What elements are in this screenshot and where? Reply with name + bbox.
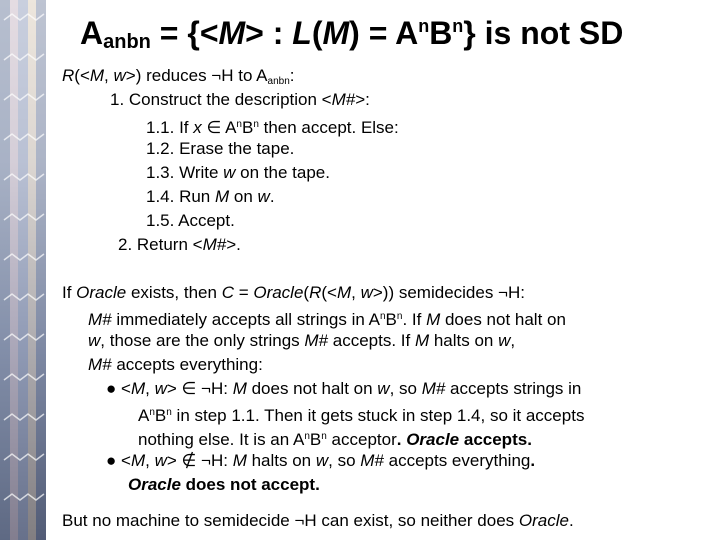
reduction-step-1-4: 1.4. Run M on w. xyxy=(146,187,275,206)
bullet-icon: ● xyxy=(106,379,117,398)
reduction-step-1-5: 1.5. Accept. xyxy=(146,211,235,230)
bullet-icon: ● xyxy=(106,451,117,470)
slide-title xyxy=(80,6,710,62)
title-text: ( xyxy=(311,15,323,51)
title-italic: M xyxy=(322,15,350,51)
bullet-2: ● <M, w> ∉ ¬H: M halts on w, so M# accepts everything. xyxy=(106,451,536,470)
bullet-1-line-2: $A^nB^n$ in step 1.1. Then it gets stuck in step 1.4, so it accepts xyxy=(138,406,585,425)
bullet-1: ● <M, w> ∈ ¬H: M does not halt on w, so M# accepts strings in xyxy=(106,379,582,398)
reduction-step-1-2: 1.2. Erase the tape. xyxy=(146,139,295,158)
title-text: B xyxy=(429,15,453,51)
decorative-sidebar xyxy=(0,0,46,540)
bullet-1-line-3: nothing else. It is an $A^nB^n$ acceptor. Oracle accepts. xyxy=(138,430,532,449)
sidebar-pattern xyxy=(0,0,46,540)
reduction-heading: R(<M, w>) reduces ¬H to $A_{anbn}$: xyxy=(62,66,295,87)
reduction-step-1-3: 1.3. Write w on the tape. xyxy=(146,163,330,182)
title-text: } is not SD xyxy=(463,15,624,51)
title-italic: M xyxy=(218,15,246,51)
oracle-line-1: If Oracle exists, then C = Oracle(R(<M, w>)) semidecides ¬H: xyxy=(62,283,525,302)
title-text: ) = A xyxy=(349,15,419,51)
title-superscript: n xyxy=(418,16,430,36)
oracle-line-4: M# accepts everything: xyxy=(88,355,263,374)
oracle-line-2: M# immediately accepts all strings in $A^nB^n$. If M does not halt on xyxy=(88,310,566,329)
conclusion: But no machine to semidecide ¬H can exist, so neither does Oracle. xyxy=(62,511,574,530)
reduction-step-2: 2. Return <M#>. xyxy=(118,235,241,254)
title-superscript: n xyxy=(452,16,464,36)
title-text: > : xyxy=(245,15,293,51)
title-text: A xyxy=(80,15,104,51)
reduction-step-1-1: 1.1. If x ∈ $A^nB^n$ then accept. Else: xyxy=(146,118,399,137)
oracle-line-3: w, those are the only strings M# accepts. If M halts on w, xyxy=(88,331,516,350)
title-text: = {< xyxy=(150,15,219,51)
title-italic: L xyxy=(292,15,312,51)
bullet-2-line-2: Oracle does not accept. xyxy=(128,475,320,494)
reduction-step-1: 1. Construct the description <M#>: xyxy=(110,90,370,109)
title-subscript: anbn xyxy=(103,31,151,53)
